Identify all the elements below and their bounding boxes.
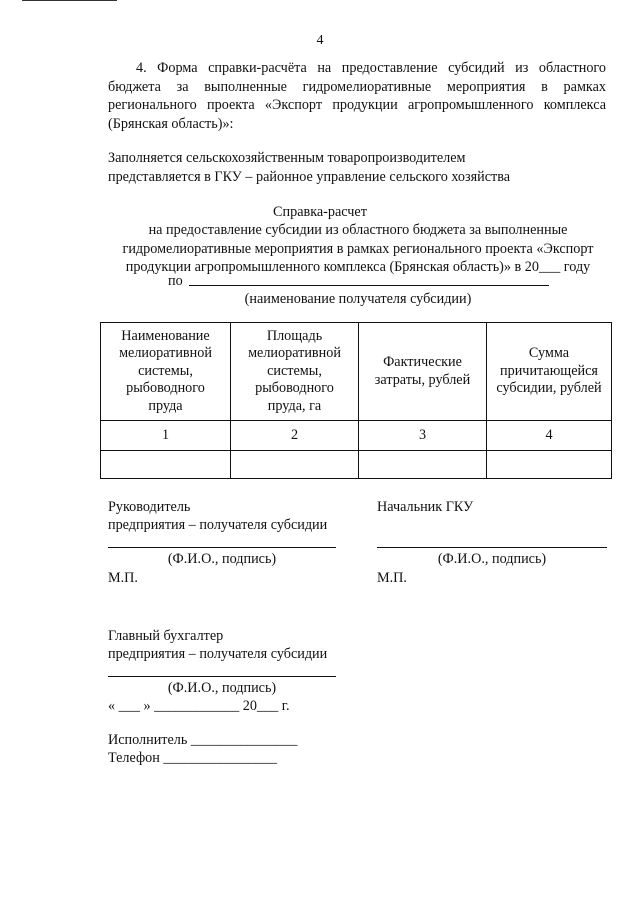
column-number: 3 <box>359 421 487 451</box>
fill-note <box>108 149 608 186</box>
table-header-row <box>101 323 612 421</box>
column-number: 4 <box>487 421 612 451</box>
form-title: Справка-расчет <box>273 204 367 220</box>
form-subtitle <box>108 221 608 277</box>
page-number: 4 <box>316 33 324 48</box>
column-number: 2 <box>231 421 359 451</box>
head-seal: М.П. <box>108 570 138 586</box>
header-subsidy-amount: Сумма причитающейся субсидии, рублей <box>487 323 612 421</box>
header-system-name: Наименование мелиоративной системы, рыбоводного пруда <box>101 323 231 421</box>
cell-area[interactable] <box>231 451 359 479</box>
intro-text: 4. Форма справки-расчёта на предоставление субсидий из областного бюджета за выполненные гидромелиоративные мероприятия в рамках регионального проекта «Экспорт продукции агропромышленного комплекса (Брянская область)»: <box>108 60 606 132</box>
header-area: Площадь мелиоративной системы, рыбоводного пруда, га <box>231 323 359 421</box>
gku-signature-line[interactable] <box>377 547 607 548</box>
accountant-signature-line[interactable] <box>108 676 336 677</box>
cell-actual-costs[interactable] <box>359 451 487 479</box>
calculation-table <box>100 322 612 479</box>
gku-head-title: Начальник ГКУ <box>377 499 474 515</box>
column-number: 1 <box>101 421 231 451</box>
accountant-subtitle: предприятия – получателя субсидии <box>108 646 328 662</box>
po-label: по <box>168 273 183 289</box>
executor-field[interactable]: _______________ <box>190 732 298 748</box>
recipient-name-line[interactable] <box>189 285 549 286</box>
head-signature-line[interactable] <box>108 547 336 548</box>
intro-paragraph <box>108 59 606 133</box>
phone-label: Телефон <box>108 750 160 766</box>
gku-signature-caption: (Ф.И.О., подпись) <box>437 551 547 567</box>
table-data-row <box>101 451 612 479</box>
cell-system-name[interactable] <box>101 451 231 479</box>
subtitle-line-3: продукции агропромышленного комплекса (Брянская область)» в 20___ году <box>125 259 591 275</box>
phone-field[interactable]: ________________ <box>163 750 277 766</box>
top-rule <box>22 0 117 1</box>
phone-row <box>108 749 277 767</box>
head-subtitle: предприятия – получателя субсидии <box>108 517 328 533</box>
subtitle-line-2: гидромелиоративные мероприятия в рамках регионального проекта «Экспорт <box>122 240 594 257</box>
cell-subsidy-amount[interactable] <box>487 451 612 479</box>
gku-seal: М.П. <box>377 570 407 586</box>
accountant-signature-caption: (Ф.И.О., подпись) <box>167 680 277 696</box>
head-signature-caption: (Ф.И.О., подпись) <box>167 551 277 567</box>
table-number-row <box>101 421 612 451</box>
date-line[interactable]: « ___ » ____________ 20___ г. <box>108 698 290 714</box>
header-actual-costs: Фактические затраты, рублей <box>359 323 487 421</box>
executor-row <box>108 731 297 749</box>
subtitle-line-1: на предоставление субсидии из областного бюджета за выполненные <box>148 222 568 238</box>
accountant-title: Главный бухгалтер <box>108 628 224 644</box>
head-title: Руководитель <box>108 499 191 515</box>
executor-label: Исполнитель <box>108 732 188 748</box>
note-line-2: представляется в ГКУ – районное управление сельского хозяйства <box>108 168 511 185</box>
recipient-name-caption: (наименование получателя субсидии) <box>244 291 472 307</box>
note-line-1: Заполняется сельскохозяйственным товаропроизводителем <box>108 150 466 166</box>
